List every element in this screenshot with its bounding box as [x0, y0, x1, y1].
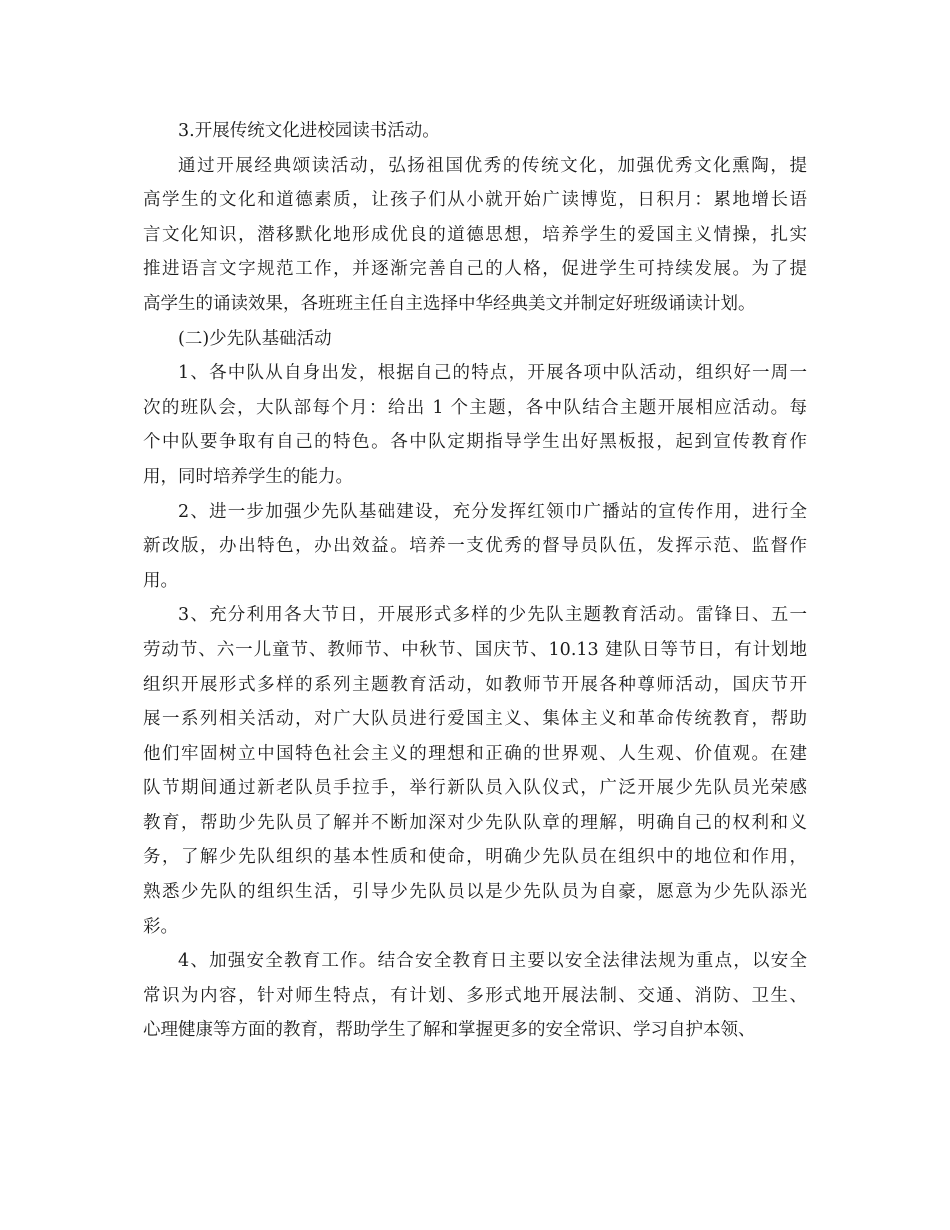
paragraph-line: 推进语言文字规范工作，并逐渐完善自己的人格，促进学生可持续发展。为了提 [143, 259, 807, 280]
paragraph-line: 1、各中队从自身出发，根据自己的特点，开展各项中队活动，组织好一周一 [178, 363, 807, 384]
paragraph-line: 熟悉少先队的组织生活，引导少先队员以是少先队员为自豪，愿意为少先队添光 [143, 882, 807, 903]
heading-line: (二)少先队基础活动 [178, 328, 332, 349]
paragraph-line: 彩。 [143, 916, 178, 937]
paragraph-line: 他们牢固树立中国特色社会主义的理想和正确的世界观、人生观、价值观。在建 [143, 743, 807, 764]
paragraph-line: 教育，帮助少先队员了解并不断加深对少先队队章的理解，明确自己的权利和义 [143, 812, 807, 833]
paragraph-line: 个中队要争取有自己的特色。各中队定期指导学生出好黑板报，起到宣传教育作 [143, 432, 807, 453]
paragraph-line: 常识为内容，针对师生特点，有计划、多形式地开展法制、交通、消防、卫生、 [143, 985, 807, 1006]
paragraph-line: 队节期间通过新老队员手拉手，举行新队员入队仪式，广泛开展少先队员光荣感 [143, 778, 807, 799]
paragraph [143, 356, 807, 494]
paragraph-line: 4、加强安全教育工作。结合安全教育日主要以安全法律法规为重点，以安全 [178, 951, 807, 972]
section-heading [143, 322, 807, 357]
paragraph [143, 495, 807, 599]
paragraph [143, 944, 807, 1048]
paragraph-line: 劳动节、六一儿童节、教师节、中秋节、国庆节、10.13 建队日等节日，有计划地 [143, 639, 807, 660]
paragraph-line: 心理健康等方面的教育，帮助学生了解和掌握更多的安全常识、学习自护本领、 [143, 1020, 756, 1041]
heading-line: 3.开展传统文化进校园读书活动。 [178, 121, 440, 141]
paragraph-line: 通过开展经典颂读活动，弘扬祖国优秀的传统文化，加强优秀文化熏陶，提 [178, 155, 807, 176]
document-body [143, 114, 807, 1048]
paragraph-line: 展一系列相关活动，对广大队员进行爱国主义、集体主义和革命传统教育，帮助 [143, 709, 807, 730]
paragraph-line: 次的班队会，大队部每个月：给出 1 个主题，各中队结合主题开展相应活动。每 [143, 397, 807, 418]
paragraph-line: 2、进一步加强少先队基础建设，充分发挥红领巾广播站的宣传作用，进行全 [178, 501, 807, 522]
section-heading [143, 114, 807, 149]
paragraph-line: 新改版，办出特色，办出效益。培养一支优秀的督导员队伍，发挥示范、监督作 [143, 536, 807, 557]
paragraph [143, 598, 807, 944]
paragraph-line: 3、充分利用各大节日，开展形式多样的少先队主题教育活动。雷锋日、五一 [178, 605, 807, 626]
paragraph [143, 149, 807, 322]
paragraph-line: 高学生的诵读效果，各班班主任自主选择中华经典美文并制定好班级诵读计划。 [143, 293, 756, 314]
paragraph-line: 务，了解少先队组织的基本性质和使命，明确少先队员在组织中的地位和作用， [143, 847, 807, 868]
paragraph-line: 高学生的文化和道德素质，让孩子们从小就开始广读博览，日积月：累地增长语 [143, 190, 807, 211]
paragraph-line: 用。 [143, 570, 178, 591]
paragraph-line: 组织开展形式多样的系列主题教育活动，如教师节开展各种尊师活动，国庆节开 [143, 674, 807, 695]
paragraph-line: 用，同时培养学生的能力。 [143, 466, 353, 487]
paragraph-line: 言文化知识，潜移默化地形成优良的道德思想，培养学生的爱国主义情操，扎实 [143, 224, 807, 245]
